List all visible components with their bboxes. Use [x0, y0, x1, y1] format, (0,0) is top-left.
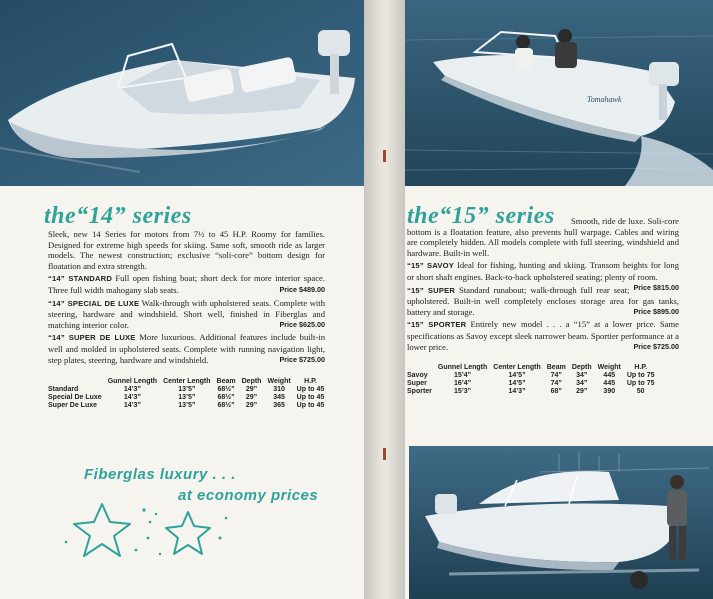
table-row: [48, 402, 327, 410]
model-15-sporter: [407, 319, 679, 352]
intro-15: [407, 216, 679, 258]
model-price: Price $489.00: [279, 284, 325, 294]
photo-15-series-boat-canopy: [409, 446, 713, 599]
spec-header: Weight: [597, 364, 621, 371]
tagline-line-2: at economy prices: [178, 487, 319, 504]
spec-header: [407, 364, 435, 372]
intro-14: Sleek, new 14 Series for motors from 7½ to 45 H.P. Roomy for families. Designed for extreme high speeds for skiing. Same soft, smooth ride as larger models. The newest construction; exclusive “soli-core” bottom design for floatation and extra strength.: [48, 229, 325, 271]
spec-cell: Up to 75: [626, 372, 655, 379]
model-desc: Full open fishing boat; short deck for more interior space. Three full width mahogany slab seats.: [48, 273, 325, 295]
spec-cell: 14’5”: [508, 372, 526, 379]
spec-header: H.P.: [304, 378, 317, 385]
model-price: Price $815.00: [633, 282, 679, 292]
spec-header: H.P.: [634, 364, 648, 371]
model-14-super-de-luxe: [48, 332, 325, 365]
spec-cell: 445: [603, 372, 616, 379]
spec-cell: 74”: [550, 372, 562, 379]
model-name: “14” SUPER DE LUXE: [48, 333, 136, 343]
boat-brand-script: Tomahawk: [587, 95, 622, 104]
spec-cell: Up to 75: [626, 380, 655, 387]
spec-cell: Standard: [48, 386, 79, 393]
page-fold: [364, 0, 405, 599]
tagline-line-1: Fiberglas luxury . . .: [84, 466, 236, 483]
table-row: [48, 386, 327, 394]
spec-cell: 16’4”: [454, 380, 472, 387]
spec-cell: Special De Luxe: [48, 394, 102, 401]
spec-cell: 68½”: [217, 386, 235, 393]
spec-cell: 34”: [576, 380, 588, 387]
spec-header-row: [407, 364, 658, 372]
model-name: “15” SAVOY: [407, 261, 454, 271]
right-page: [405, 0, 713, 599]
spec-header: Gunnel Length: [437, 364, 488, 371]
series-title-14: the“14” series: [44, 203, 192, 229]
spec-cell: 14’3”: [123, 402, 141, 409]
spec-cell: 68”: [550, 388, 562, 395]
spec-cell: 13’5”: [178, 394, 196, 401]
binding-staple: [383, 448, 386, 460]
spec-cell: Super: [407, 380, 427, 387]
spec-cell: 13’5”: [178, 402, 196, 409]
model-14-special-de-luxe: [48, 298, 325, 331]
model-desc: Entirely new model . . . a “15” at a lower price. Same specifications as Savoy except sleek narrower beam. Sportier performance at a lower price.: [407, 319, 679, 352]
spec-cell: 29”: [245, 394, 258, 401]
spec-cell: 14’3”: [123, 394, 141, 401]
spec-cell: 445: [603, 380, 616, 387]
spec-header: Center Length: [493, 364, 541, 371]
starfish-decoration: [60, 498, 240, 568]
table-row: [407, 380, 658, 388]
series-title-15: the“15” series: [407, 203, 555, 229]
binding-staple: [383, 150, 386, 162]
spec-cell: 14’3”: [508, 388, 526, 395]
spec-cell: Savoy: [407, 372, 428, 379]
model-price: Price $895.00: [633, 306, 679, 316]
model-price: Price $725.00: [633, 341, 679, 351]
spec-cell: Up to 45: [296, 386, 325, 393]
spec-cell: 68½”: [217, 394, 235, 401]
spec-header: Center Length: [163, 378, 211, 385]
spec-cell: 29”: [245, 386, 258, 393]
model-desc: Ideal for fishing, hunting and skiing. Transom heights for long or short shaft engines. Back-to-back upholstered seating; plenty of room.: [407, 260, 680, 282]
spec-cell: Up to 45: [296, 402, 325, 409]
spec-header: Depth: [241, 378, 262, 385]
table-row: [407, 388, 658, 396]
spec-table-15: [407, 364, 658, 396]
spec-cell: 15’3”: [454, 388, 472, 395]
spec-cell: 68½”: [217, 402, 235, 409]
spec-cell: 29”: [576, 388, 588, 395]
spec-cell: 74”: [550, 380, 562, 387]
intro-15-text: Smooth, ride de luxe. Soli-core bottom is a floatation feature, also prevents hull warpage. Cables and wiring are completely hidden. All models complete with full steering, windshield and hardware. Built-in well.: [407, 216, 679, 258]
model-desc: Walk-through with upholstered seats. Complete with steering, hardware and windshield. Short well, finished in Fiberglas and matching interior color.: [48, 297, 325, 330]
model-name: “15” SUPER: [407, 285, 456, 295]
spec-cell: Super De Luxe: [48, 402, 98, 409]
table-row: [48, 394, 327, 402]
spec-cell: 50: [636, 388, 645, 395]
table-row: [407, 372, 658, 380]
photo-15-series-boat-on-water: [405, 0, 713, 186]
spec-cell: 310: [273, 386, 285, 393]
spec-cell: Sporter: [407, 388, 432, 395]
spec-header: [48, 378, 105, 386]
model-price: Price $625.00: [279, 319, 325, 329]
spec-header: Gunnel Length: [107, 378, 158, 385]
spec-cell: 345: [273, 394, 285, 401]
model-name: “15” SPORTER: [407, 320, 467, 330]
model-name: “14” STANDARD: [48, 274, 113, 284]
model-price: Price $725.00: [279, 354, 325, 364]
spec-cell: 390: [603, 388, 616, 395]
spec-cell: 365: [273, 402, 285, 409]
spec-cell: 13’5”: [178, 386, 196, 393]
photo-14-series-boat: [0, 0, 364, 186]
right-body-text: [407, 216, 679, 354]
spec-cell: 29”: [245, 402, 258, 409]
spec-header: Weight: [267, 378, 291, 385]
spec-header: Beam: [216, 378, 236, 385]
spec-table-14: [48, 378, 327, 410]
spec-header: Beam: [546, 364, 566, 371]
spec-cell: 14’3”: [123, 386, 141, 393]
spec-cell: 15’4”: [454, 372, 472, 379]
spec-header-row: [48, 378, 327, 386]
spec-cell: 14’5”: [508, 380, 526, 387]
model-14-standard: [48, 273, 325, 295]
model-desc: More luxurious. Additional features include built-in well and molded in upholstered seats. Complete with running navigation light, step plates, steering, hardware and windshield.: [48, 332, 325, 365]
left-body-text: [48, 229, 325, 367]
spec-header: Depth: [571, 364, 592, 371]
spec-cell: Up to 45: [296, 394, 325, 401]
model-desc: Standard runabout; walk-through full rear seat; upholstered. Built-in well completely encloses storage area for gas tanks, battery and storage.: [407, 284, 679, 317]
spec-cell: 34”: [576, 372, 588, 379]
model-name: “14” SPECIAL DE LUXE: [48, 298, 140, 308]
